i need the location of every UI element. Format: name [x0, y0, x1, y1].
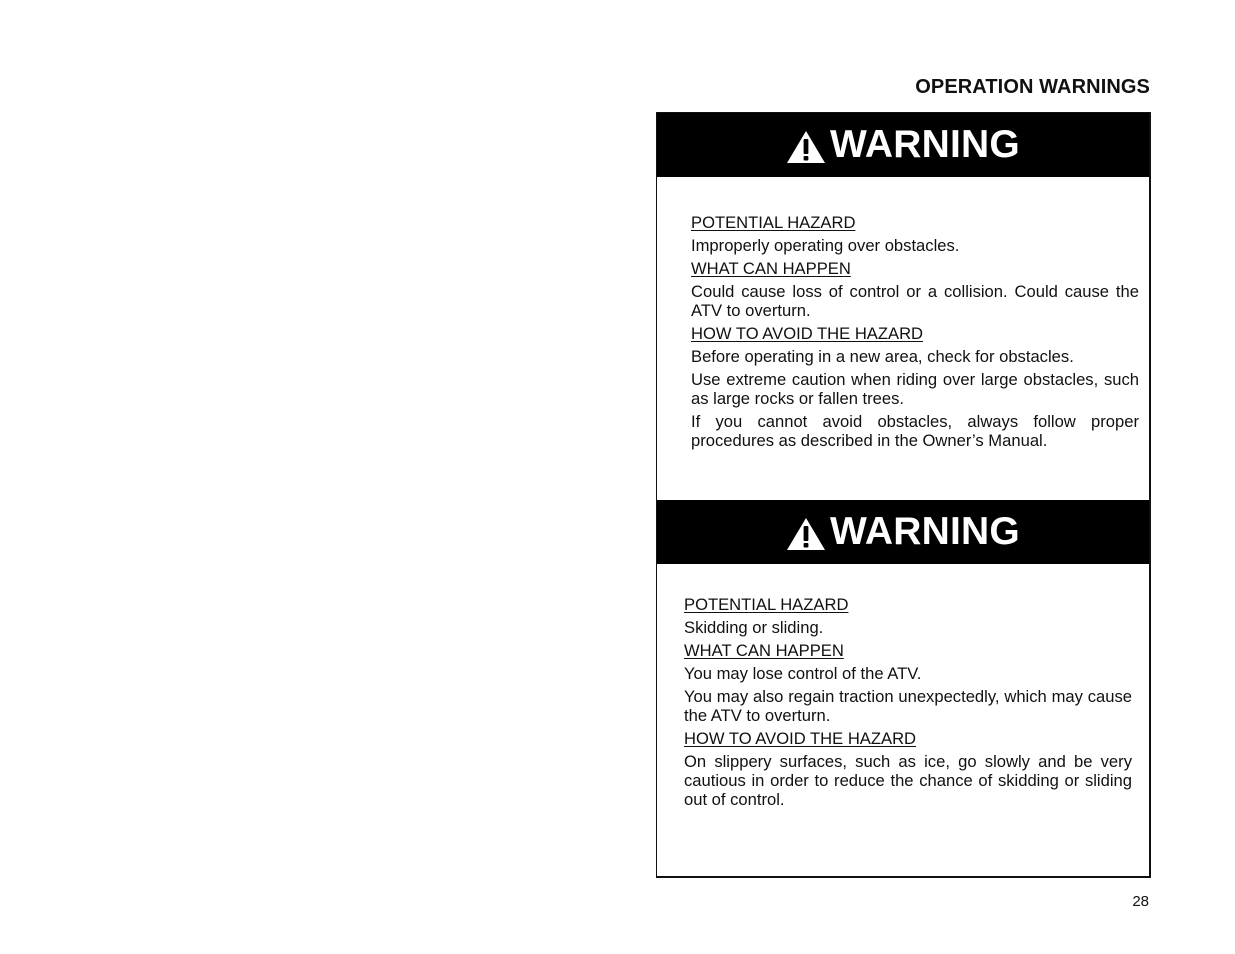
- what-can-happen-text: Could cause loss of control or a collision. Could cause the ATV to overturn.: [691, 282, 1139, 320]
- potential-hazard-text: Skidding or sliding.: [684, 618, 824, 637]
- warning-banner: [657, 113, 1149, 177]
- what-can-happen-text: You may lose control of the ATV.: [684, 664, 922, 683]
- how-to-avoid-label: HOW TO AVOID THE HAZARD: [691, 324, 924, 343]
- warning-triangle-icon: [786, 130, 826, 164]
- potential-hazard-text: Improperly operating over obstacles.: [691, 236, 960, 255]
- what-can-happen-text: You may also regain traction unexpectedly, which may cause the ATV to overturn.: [684, 687, 1132, 725]
- potential-hazard-label: POTENTIAL HAZARD: [684, 595, 849, 614]
- how-to-avoid-text: If you cannot avoid obstacles, always follow proper procedures as described in the Owner’s Manual.: [691, 412, 1139, 450]
- what-can-happen-label: WHAT CAN HAPPEN: [684, 641, 844, 660]
- how-to-avoid-text: Before operating in a new area, check for obstacles.: [691, 347, 1074, 366]
- warning-content: [684, 595, 1132, 813]
- warnings-panel: [656, 112, 1151, 878]
- warning-banner: [657, 500, 1149, 564]
- warning-triangle-icon: [786, 517, 826, 551]
- potential-hazard-label: POTENTIAL HAZARD: [691, 213, 856, 232]
- what-can-happen-label: WHAT CAN HAPPEN: [691, 259, 851, 278]
- warning-banner-label: WARNING: [830, 123, 1020, 166]
- warning-content: [691, 213, 1139, 454]
- warning-banner-label: WARNING: [830, 510, 1020, 553]
- page-number: 28: [1132, 893, 1149, 910]
- section-title: OPERATION WARNINGS: [915, 76, 1150, 98]
- how-to-avoid-text: Use extreme caution when riding over large obstacles, such as large rocks or fallen trees.: [691, 370, 1139, 408]
- how-to-avoid-text: On slippery surfaces, such as ice, go slowly and be very cautious in order to reduce the chance of skidding or sliding out of control.: [684, 752, 1132, 809]
- how-to-avoid-label: HOW TO AVOID THE HAZARD: [684, 729, 917, 748]
